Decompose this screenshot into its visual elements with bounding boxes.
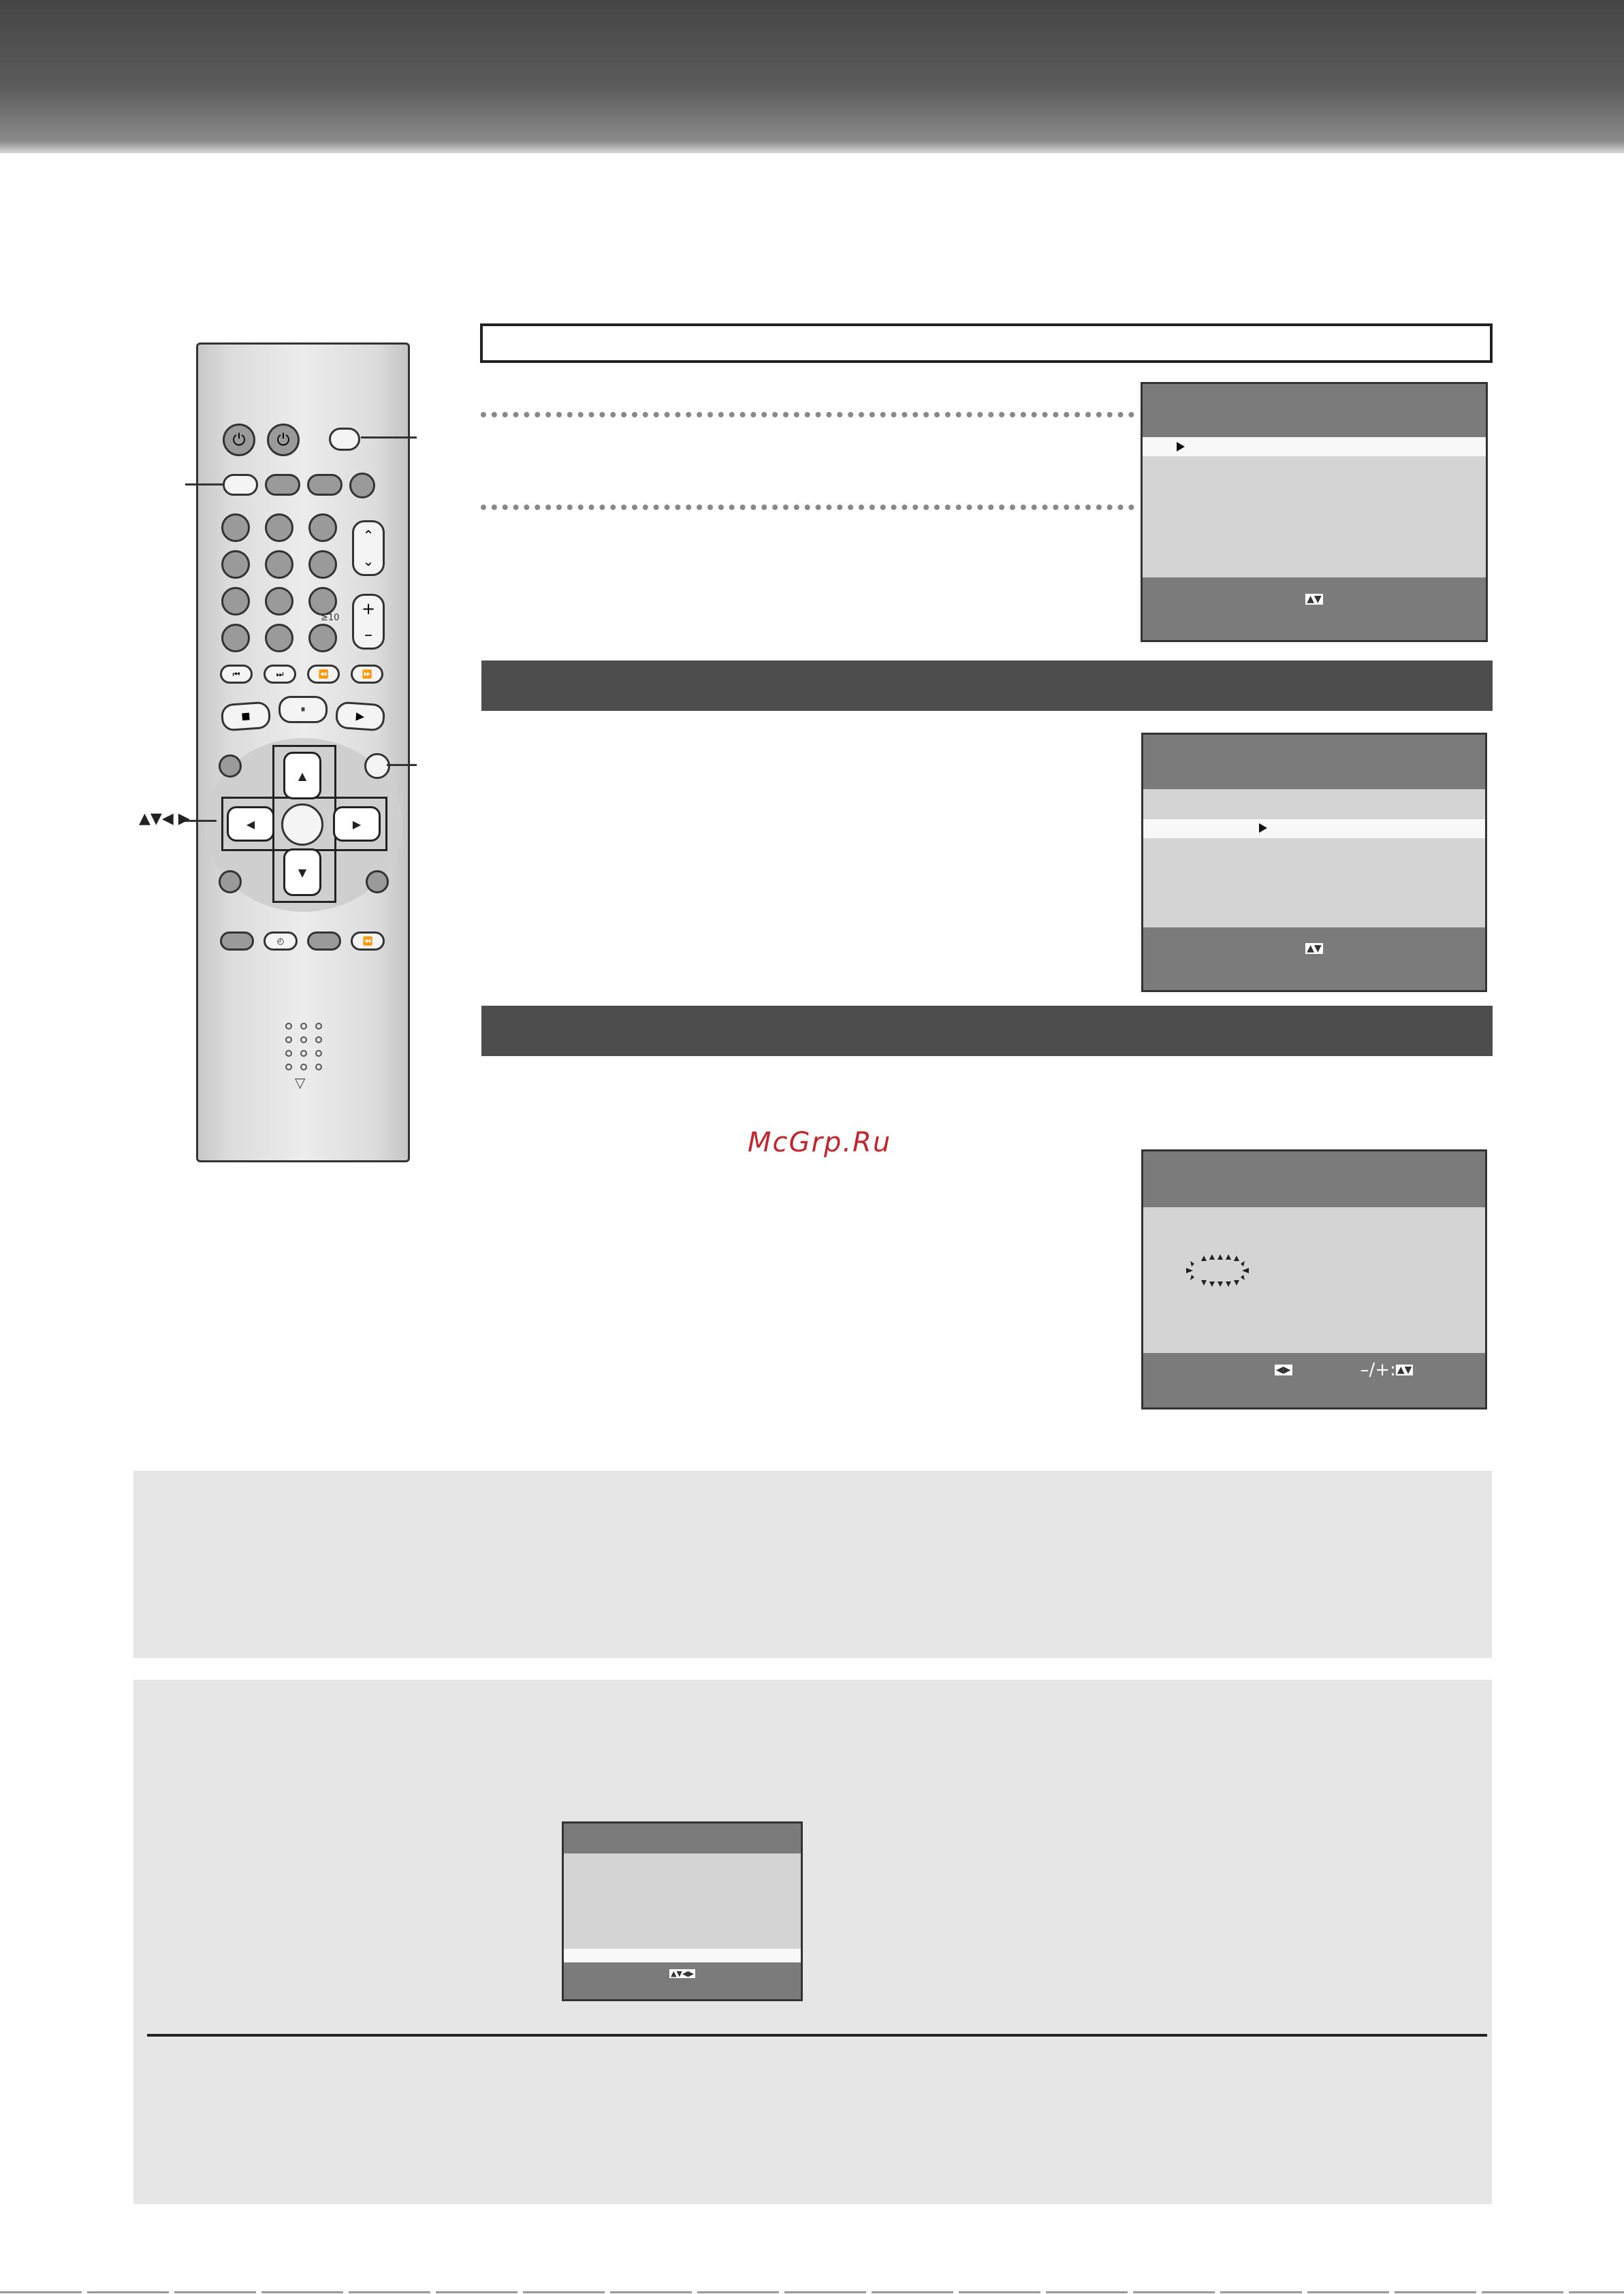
arrow-left-icon: ◀ (246, 817, 255, 831)
speaker-hole (285, 1050, 292, 1057)
section-title-box (480, 323, 1493, 363)
watermark: McGrp.Ru (748, 1127, 892, 1158)
arrow-up-icon: ▲ (298, 769, 307, 782)
speaker-hole (285, 1023, 292, 1030)
note-panel-1 (133, 1471, 1492, 1658)
updown-keys-hint: ▲▼ (1307, 594, 1322, 605)
pause-button[interactable] (278, 696, 328, 723)
stop-icon: ■ (240, 710, 251, 722)
ir-emitter-icon: ▽ (295, 1074, 306, 1091)
channel-rocker[interactable] (352, 520, 385, 576)
panel-divider-rule (147, 2034, 1487, 2037)
speaker-hole (300, 1050, 307, 1057)
stop-button[interactable] (221, 701, 272, 732)
corner-button-bottom-left[interactable] (219, 870, 242, 893)
chevron-down-icon: ⌄ (362, 553, 375, 569)
callout-line-mode-switch (361, 436, 417, 439)
adjust-hint: –/+: (1360, 1360, 1396, 1380)
osd-selected-row (1143, 819, 1485, 838)
speaker-hole (315, 1036, 322, 1043)
speaker-hole (300, 1023, 307, 1030)
speaker-hole (315, 1023, 322, 1030)
num-button[interactable] (265, 550, 293, 579)
osd-title-bar (564, 1823, 801, 1853)
rewind-icon: ⏪ (318, 669, 329, 679)
dpad-up-button[interactable] (283, 752, 321, 799)
num-button[interactable] (308, 587, 337, 616)
arrow-down-icon: ▼ (298, 865, 307, 879)
corner-button-bottom-right[interactable] (366, 870, 389, 893)
rewind-button[interactable] (307, 665, 340, 684)
rewind-icon: ⏪ (362, 936, 373, 946)
osd-title-bar (1143, 1151, 1485, 1207)
osd-screen-small (562, 1821, 803, 2001)
power-button-1[interactable] (223, 424, 255, 456)
callout-label-arrows: ▲▼◀ ▶ (139, 810, 190, 827)
play-icon: ▶ (355, 709, 365, 723)
bottom-rewind-button[interactable] (351, 931, 385, 951)
dpad-left-button[interactable] (227, 806, 274, 842)
step-divider-1 (481, 412, 1134, 417)
cursor-arrow-icon (1259, 823, 1267, 833)
bottom-button-3[interactable] (307, 931, 341, 951)
num-button[interactable] (308, 550, 337, 579)
section-band-1 (481, 660, 1493, 711)
chevron-up-icon: ⌃ (362, 527, 375, 543)
function-button-2[interactable] (265, 474, 300, 496)
speaker-hole (285, 1064, 292, 1070)
volume-rocker[interactable] (352, 594, 385, 650)
skip-back-button[interactable] (220, 665, 253, 684)
num-button[interactable] (265, 587, 293, 616)
four-way-keys-hint: ▲▼◀▶ (671, 1969, 694, 1978)
speaker-hole (315, 1050, 322, 1057)
skip-forward-icon: ⏭ (276, 669, 284, 679)
osd-selected-row (564, 1949, 801, 1962)
num-button[interactable] (221, 513, 250, 542)
speaker-hole (300, 1064, 307, 1070)
callout-line-return (387, 764, 417, 766)
pause-icon: ⏸ (300, 704, 306, 715)
ten-plus-label: ≥10 (321, 613, 340, 623)
fast-forward-icon: ⏩ (362, 669, 372, 679)
osd-hint-bar (564, 1962, 801, 1999)
note-panel-2 (133, 1680, 1492, 2204)
osd-hint-bar (1143, 1353, 1485, 1407)
osd-title-bar (1143, 735, 1485, 789)
mode-switch[interactable] (329, 428, 360, 451)
num-button[interactable] (308, 513, 337, 542)
downup-keys-hint: ▲▼ (1397, 1365, 1412, 1375)
osd-title-bar (1143, 384, 1486, 437)
num-button[interactable] (221, 587, 250, 616)
remote-control (196, 342, 410, 1162)
dpad-down-button[interactable] (283, 848, 321, 896)
num-button[interactable] (221, 624, 250, 652)
skip-back-icon: ⏮ (232, 669, 240, 679)
leftright-keys-hint: ◀▶ (1276, 1365, 1291, 1375)
updown-keys-hint: ▲▼ (1307, 943, 1322, 954)
osd-hint-bar (1143, 577, 1486, 640)
osd-screen-1 (1141, 382, 1488, 642)
timer-button[interactable] (264, 931, 298, 951)
speaker-hole (315, 1064, 322, 1070)
num-button[interactable] (265, 624, 293, 652)
function-button-3[interactable] (307, 474, 343, 496)
minus-icon: – (364, 625, 372, 644)
dpad-right-button[interactable] (333, 806, 381, 842)
osd-selected-row (1143, 437, 1486, 456)
power-icon: ⏻ (232, 430, 246, 449)
power-button-2[interactable] (267, 424, 300, 456)
arrow-right-icon: ▶ (352, 817, 362, 831)
num-button[interactable] (221, 550, 250, 579)
fast-forward-button[interactable] (351, 665, 383, 684)
callout-line-function (185, 483, 225, 485)
speaker-hole (300, 1036, 307, 1043)
cursor-arrow-icon (1177, 442, 1185, 451)
record-button[interactable] (349, 473, 375, 498)
power-icon: ⏻ (276, 430, 290, 449)
num-button[interactable] (265, 513, 293, 542)
bottom-button-1[interactable] (220, 931, 254, 951)
page-header-band (0, 0, 1624, 153)
skip-forward-button[interactable] (264, 665, 296, 684)
step-divider-2 (481, 505, 1134, 510)
osd-screen-2 (1141, 733, 1487, 992)
speaker-hole (285, 1036, 292, 1043)
blinking-field-icon (1185, 1253, 1250, 1288)
osd-hint-bar (1143, 927, 1485, 990)
plus-icon: + (361, 599, 376, 618)
num-button[interactable] (308, 624, 337, 652)
corner-button-top-left[interactable] (219, 754, 242, 778)
play-button[interactable] (335, 701, 386, 732)
enter-button[interactable] (281, 803, 323, 846)
return-button[interactable] (364, 753, 390, 779)
clock-icon: ◴ (276, 936, 285, 946)
function-button-highlighted[interactable] (223, 474, 258, 496)
footer-line (0, 2291, 1624, 2293)
section-band-2 (481, 1006, 1493, 1056)
